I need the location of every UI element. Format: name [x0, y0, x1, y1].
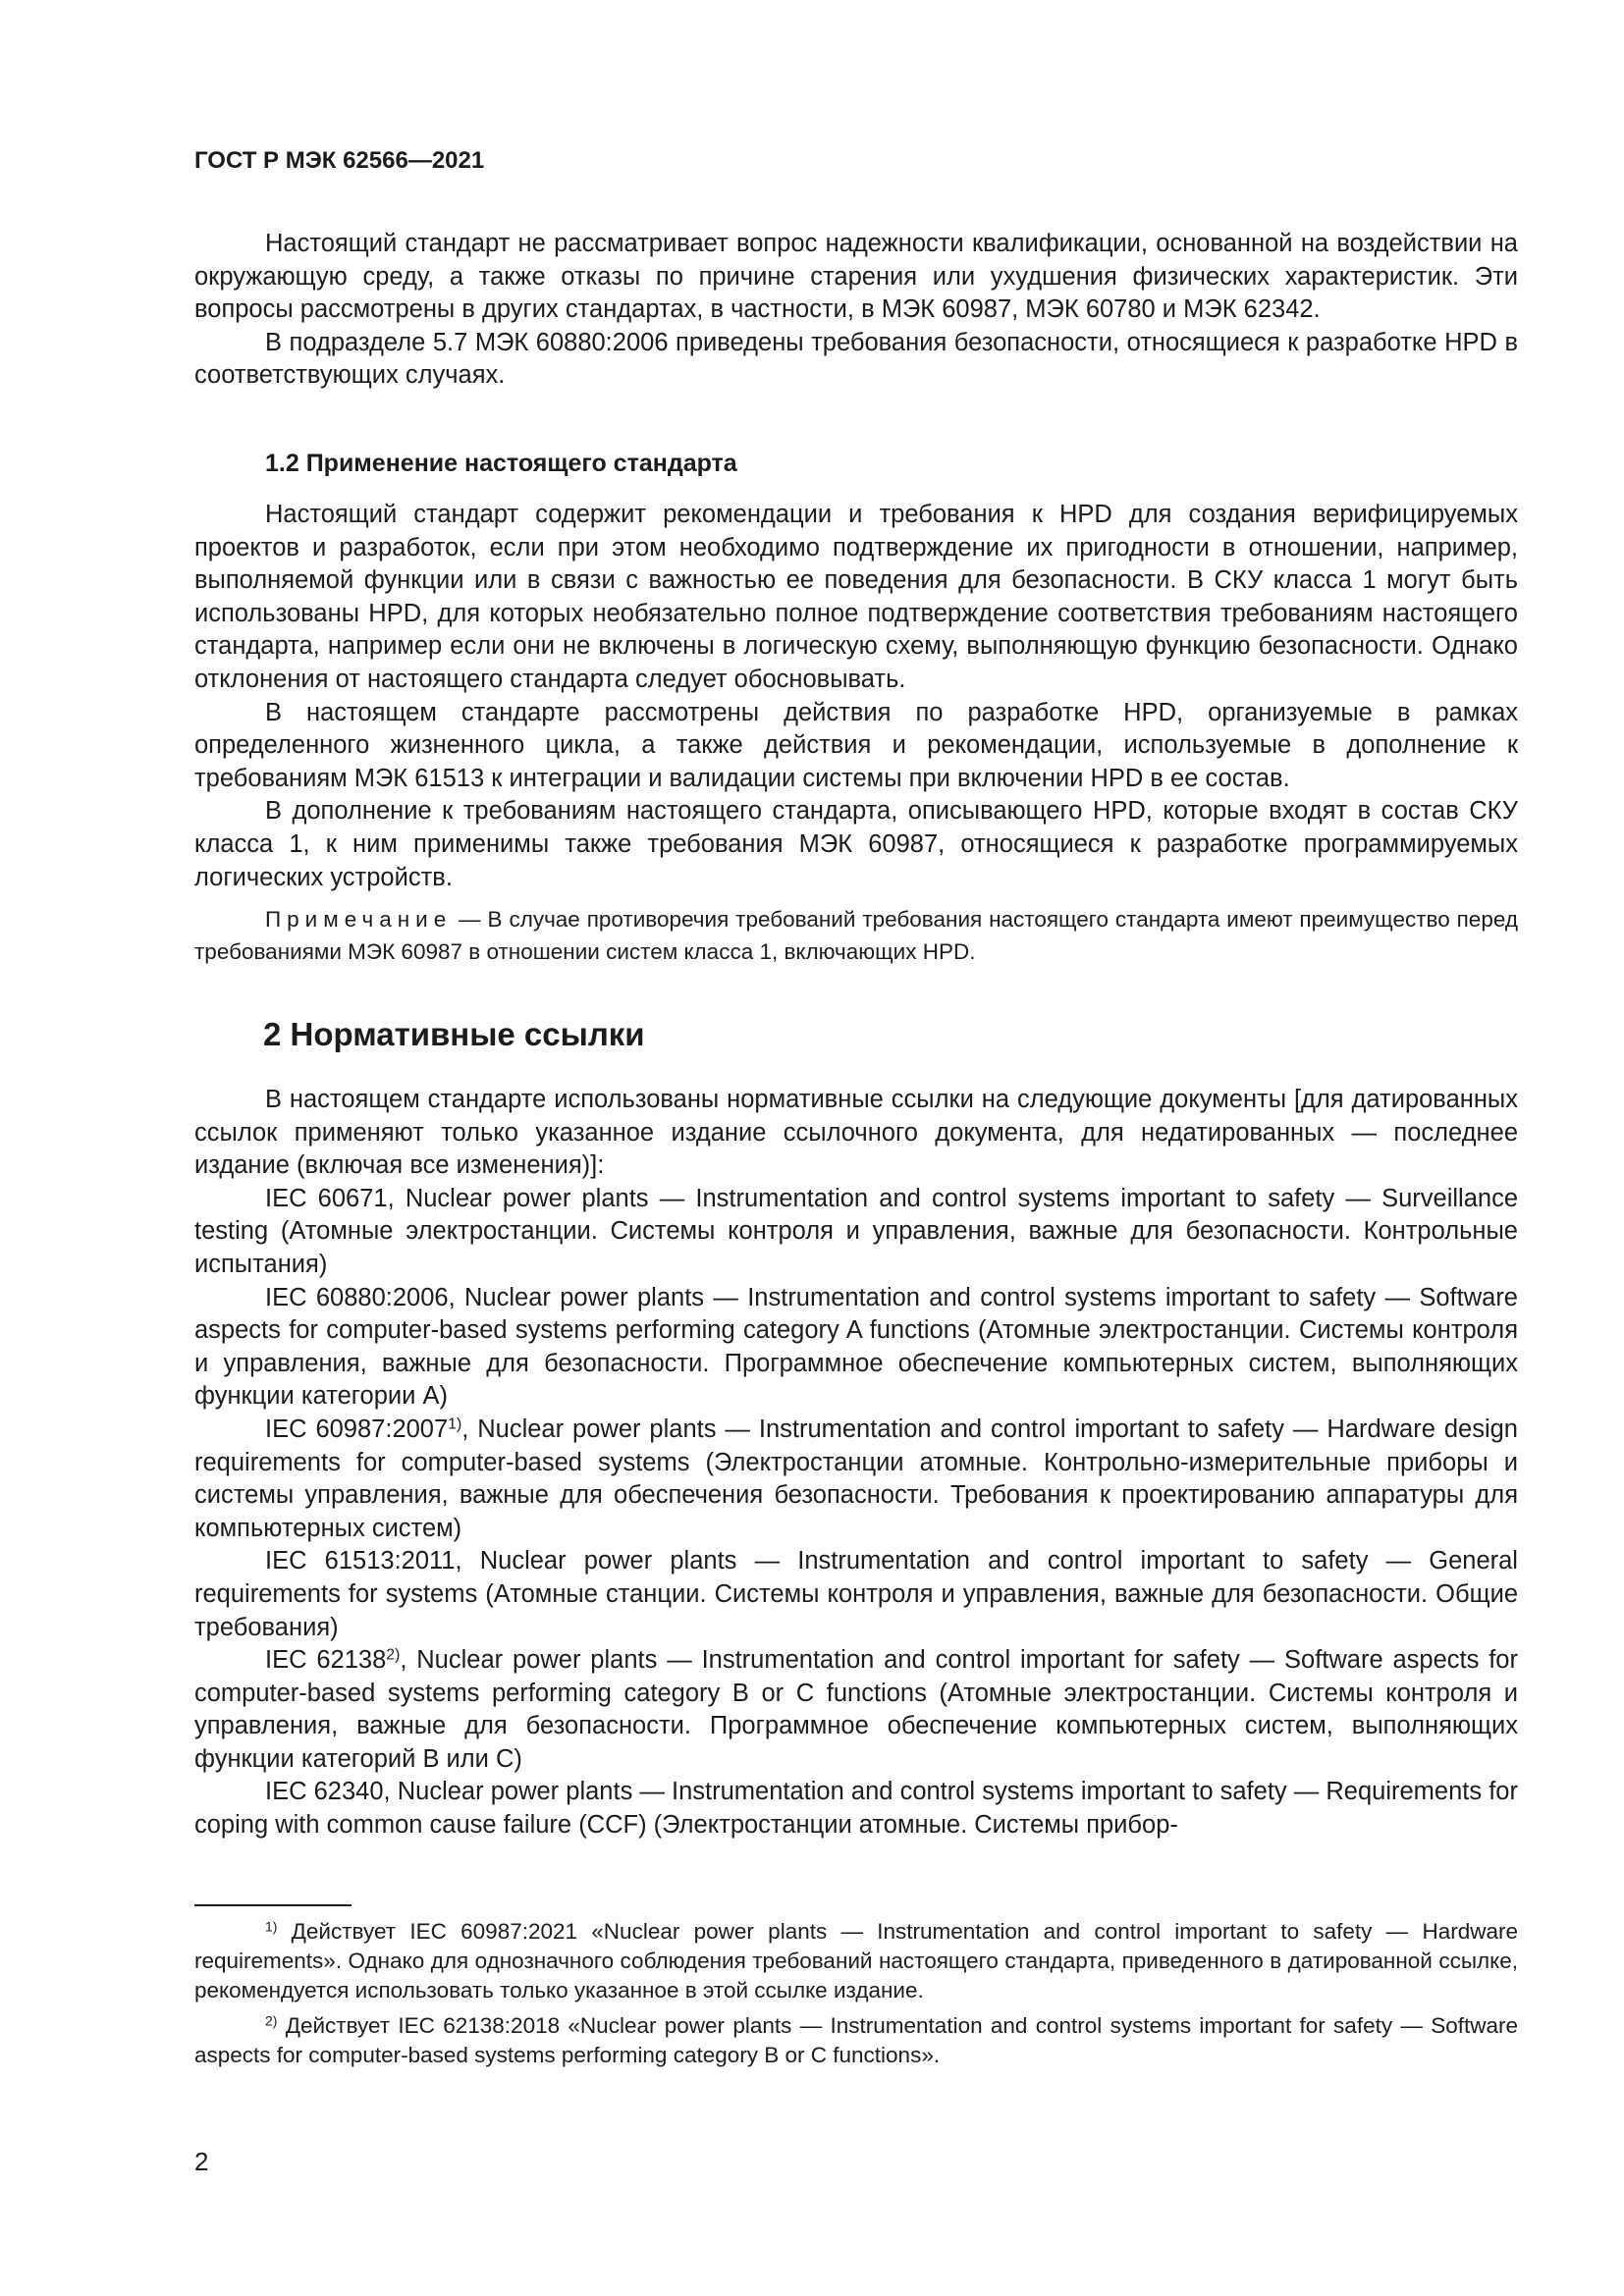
reference-code: IEC 60671	[265, 1184, 388, 1212]
reference-code: IEC 62138	[265, 1646, 387, 1675]
note	[194, 903, 1518, 968]
reference-item	[194, 1282, 1518, 1414]
footnote-mark: 2)	[265, 2012, 278, 2029]
reference-item	[194, 1644, 1518, 1776]
subsection-block	[194, 499, 1518, 894]
footnote-text: Действует IEC 60987:2021 «Nuclear power plants — Instrumentation and control important to safety — Hardware requirements». Однако для однозначного соблюдения требований настоящего стандарта, приведенного в датированной ссылке, рекомендуется использовать только указанное в этой ссылке издание.	[194, 1919, 1518, 2002]
section-title: 2 Нормативные ссылки	[263, 1016, 645, 1052]
page-number: 2	[194, 2147, 209, 2176]
footnote-separator	[194, 1904, 352, 1906]
paragraph: В настоящем стандарте использованы нормативные ссылки на следующие документы [для датированных ссылок применяют только указанное издание ссылочного документа, для недатированных — последнее издание (включая все изменения)]:	[194, 1086, 1518, 1180]
reference-text: , Nuclear power plants — Instrumentation and control important for safety — Software aspects for computer-based systems performing category B or C functions (Атомные электростанции. Системы контроля и управления, важные для безопасности. Программное обеспечение компьютерных систем, выполняющих функции категорий В или С)	[194, 1646, 1518, 1773]
footnote-ref: 1)	[448, 1415, 462, 1433]
reference-text: , Nuclear power plants — Instrumentation and control systems important to safety — Software aspects for computer-based systems performing category A functions (Атомные электростанции. Системы контроля и управления, важные для безопасности. Программное обеспечение компьютерных систем, выполняющих функции категории А)	[194, 1283, 1518, 1411]
reference-text: , Nuclear power plants — Instrumentation and control important to safety — General requirements for systems (Атомные станции. Системы контроля и управления, важные для безопасности. Общие требования)	[194, 1547, 1518, 1641]
footnote	[194, 1917, 1518, 2005]
paragraph: В настоящем стандарте рассмотрены действия по разработке HPD, организуемые в рамках определенного жизненного цикла, а также действия и рекомендации, используемые в дополнение к требованиям МЭК 61513 к интеграции и валидации системы при включении HPD в ее состав.	[194, 698, 1518, 792]
page-header: ГОСТ Р МЭК 62566—2021	[194, 147, 485, 174]
reference-code: IEC 62340	[265, 1778, 384, 1806]
paragraph: Настоящий стандарт содержит рекомендации и требования к HPD для создания верифицируемых проектов и разработок, если при этом необходимо подтверждение их пригодности в отношении, например, выполняемой функции или в связи с важностью ее поведения для безопасности. В СКУ класса 1 могут быть использованы HPD, для которых необязательно полное подтверждение соответствия требованиям настоящего стандарта, например если они не включены в логическую схему, выполняющую функцию безопасности. Однако отклонения от настоящего стандарта следует обосновывать.	[194, 501, 1518, 693]
reference-text: , Nuclear power plants — Instrumentation and control systems important to safety — Requirements for coping with common cause failure (CCF) (Электростанции атомные. Системы прибор-	[194, 1778, 1518, 1840]
reference-code: IEC 60880:2006	[265, 1283, 449, 1311]
reference-item	[194, 1414, 1518, 1545]
paragraph: В подразделе 5.7 МЭК 60880:2006 приведены требования безопасности, относящиеся к разработке HPD в соответствующих случаях.	[194, 328, 1518, 390]
note-label: Примечание	[265, 907, 453, 932]
note-text: — В случае противоречия требований требования настоящего стандарта имеют преимущество перед требованиями МЭК 60987 в отношении систем класса 1, включающих HPD.	[194, 907, 1518, 964]
footnote-text: Действует IEC 62138:2018 «Nuclear power plants — Instrumentation and control systems important for safety — Software aspects for computer-based systems performing category B or C functions».	[194, 2013, 1518, 2067]
footnote-ref: 2)	[386, 1646, 401, 1664]
paragraph: Настоящий стандарт не рассматривает вопрос надежности квалификации, основанной на воздействии на окружающую среду, а также отказы по причине старения или ухудшения физических характеристик. Эти вопросы рассмотрены в других стандартах, в частности, в МЭК 60987, МЭК 60780 и МЭК 62342.	[194, 230, 1518, 324]
reference-text: , Nuclear power plants — Instrumentation and control important to safety — Hardware design requirements for computer-based systems (Электростанции атомные. Контрольно-измерительные приборы и системы управления, важные для обеспечения безопасности. Требования к проектированию аппаратуры для компьютерных систем)	[194, 1415, 1518, 1542]
paragraph: В дополнение к требованиям настоящего стандарта, описывающего HPD, которые входят в состав СКУ класса 1, к ним применимы также требования МЭК 60987, относящиеся к разработке программируемых логических устройств.	[194, 797, 1518, 891]
reference-code: IEC 61513:2011	[265, 1547, 456, 1575]
reference-code: IEC 60987:2007	[265, 1415, 449, 1443]
reference-item	[194, 1545, 1518, 1644]
references-block	[194, 1084, 1518, 1842]
reference-text: , Nuclear power plants — Instrumentation and control systems important to safety — Surveillance testing (Атомные электростанции. Системы контроля и управления, важные для безопасности. Контрольные испытания)	[194, 1184, 1518, 1278]
intro-block	[194, 228, 1518, 393]
reference-item	[194, 1776, 1518, 1842]
footnote	[194, 2011, 1518, 2070]
subsection-title: 1.2 Применение настоящего стандарта	[265, 450, 737, 477]
footnote-mark: 1)	[265, 1918, 278, 1935]
reference-item	[194, 1183, 1518, 1282]
